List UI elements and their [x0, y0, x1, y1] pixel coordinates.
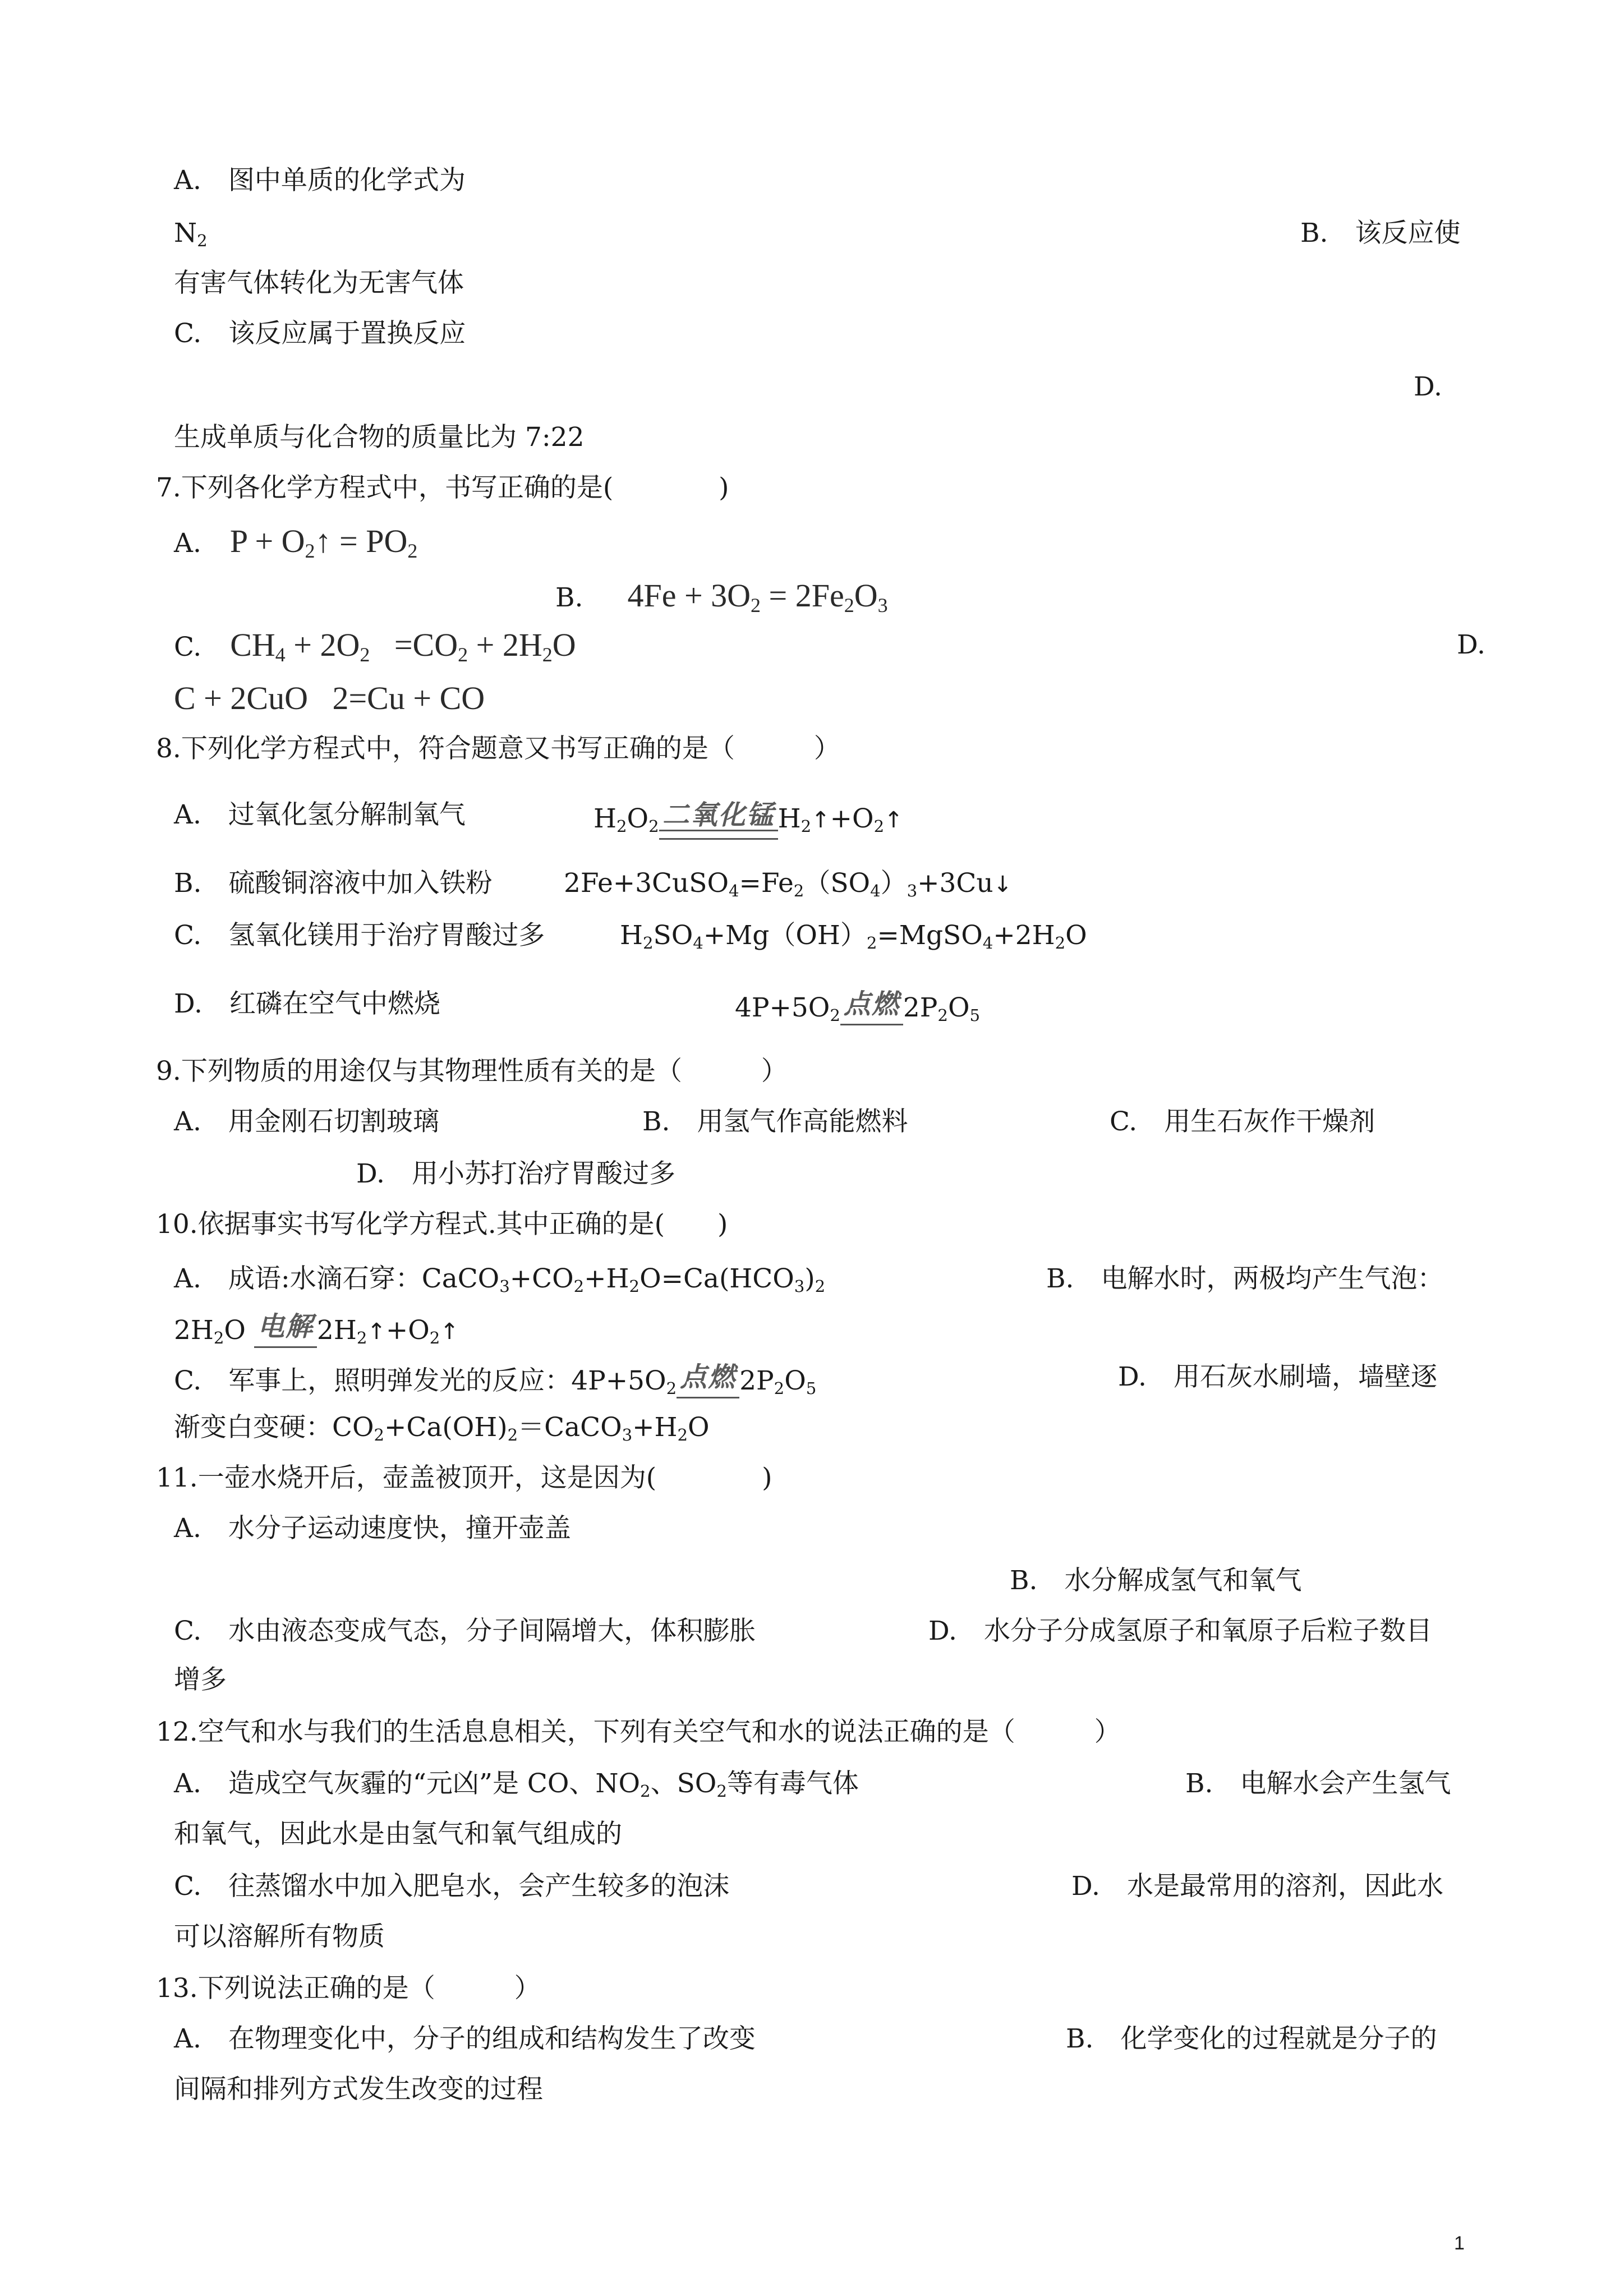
q11-option-b: B. 水分解成氢气和氧气	[1010, 1565, 1302, 1596]
q9-option-c: C. 用生石灰作干燥剂	[1110, 1106, 1375, 1137]
q7-equation-a: $P + O_2↑ = PO_2$	[229, 523, 418, 563]
q7-equation-b: $4Fe + 3O_2 = 2Fe_2O_3$	[627, 577, 888, 617]
q8-option-a: A. 过氧化氢分解制氧气	[174, 799, 466, 830]
q8-stem: 8.下列化学方程式中，符合题意又书写正确的是（ ）	[156, 733, 840, 764]
q6-option-b: B. 该反应使	[1300, 218, 1461, 249]
q9-stem: 9.下列物质的用途仅与其物理性质有关的是（ ）	[156, 1056, 788, 1087]
page-number: 1	[1454, 2233, 1465, 2254]
q10-option-b: B. 电解水时，两极均产生气泡：	[1046, 1263, 1444, 1294]
q13-option-b: B. 化学变化的过程就是分子的	[1066, 2023, 1437, 2054]
q13-option-a: A. 在物理变化中，分子的组成和结构发生了改变	[174, 2023, 756, 2054]
q8-equation-c: $H_2SO_4+Mg(OH)_2=MgSO_4+2H_2O$	[620, 920, 1087, 953]
q8-equation-d: $4P+5O_2$ 点燃 $2P_2O_5$	[735, 988, 981, 1025]
q10-electrolysis-label: 电解	[254, 1310, 317, 1343]
q7-option-d-label: D.	[1457, 629, 1485, 660]
q10-option-d: D. 用石灰水刷墙，墙壁逐	[1118, 1361, 1437, 1392]
q8-equation-a: $H_2O_2$ 二氧化锰 $H_2↑+O_2↑$	[594, 799, 903, 836]
q6-option-b-cont: 有害气体转化为无害气体	[174, 268, 464, 298]
q10-option-d-cont: 渐变白变硬：$CO_2+Ca(OH)_2=CaCO_3+H_2O$	[174, 1412, 710, 1445]
q8-equation-b: $2Fe+3CuSO_4=Fe_2(SO_4)_3+3Cu↓$	[564, 868, 1013, 901]
q10-option-b-equation: $2H_2O$ 电解 $2H_2↑+O_2↑$	[174, 1311, 459, 1348]
q12-stem: 12.空气和水与我们的生活息息相关，下列有关空气和水的说法正确的是（ ）	[156, 1717, 1121, 1747]
q12-option-c: C. 往蒸馏水中加入肥皂水，会产生较多的泡沫	[174, 1871, 730, 1902]
q7-option-a: A. $P + O_2↑ = PO_2$	[174, 523, 418, 563]
q8-condition-label: 点燃	[840, 987, 903, 1021]
q10-condition-label: 点燃	[677, 1360, 739, 1394]
q9-option-b: B. 用氢气作高能燃料	[642, 1106, 908, 1137]
q13-stem: 13.下列说法正确的是（ ）	[156, 1973, 541, 2004]
q12-option-d-cont: 可以溶解所有物质	[174, 1921, 385, 1952]
q11-option-d-cont: 增多	[174, 1664, 227, 1695]
q7-equation-c: $CH_4 + 2O_2 =CO_2 + 2H_2O$	[230, 627, 576, 666]
q11-option-a: A. 水分子运动速度快，撞开壶盖	[174, 1513, 571, 1544]
q10-stem: 10.依据事实书写化学方程式.其中正确的是( )	[156, 1209, 728, 1240]
q7-equation-d: C + 2CuO 2=Cu + CO	[174, 680, 485, 716]
q7-stem: 7.下列各化学方程式中，书写正确的是( )	[156, 472, 729, 503]
q10-option-a: A. 成语:水滴石穿：$CaCO_3+CO_2+H_2O=Ca(HCO_3)_2$	[174, 1263, 826, 1296]
q13-option-b-cont: 间隔和排列方式发生改变的过程	[174, 2074, 543, 2105]
q12-option-b: B. 电解水会产生氢气	[1185, 1768, 1451, 1799]
q12-option-d: D. 水是最常用的溶剂，因此水	[1071, 1871, 1443, 1902]
q10-option-c: C. 军事上，照明弹发光的反应：$4P+5O_2$ 点燃 $2P_2O_5$	[174, 1361, 817, 1398]
q11-option-c: C. 水由液态变成气态，分子间隔增大，体积膨胀	[174, 1616, 756, 1646]
q6-option-a: A. 图中单质的化学式为	[174, 165, 466, 196]
q12-option-a: A. 造成空气灰霾的“元凶”是 CO、$NO_2$、$SO_2$等有毒气体	[174, 1768, 859, 1801]
q8-option-c: C. 氢氧化镁用于治疗胃酸过多	[174, 920, 545, 951]
q11-option-d: D. 水分子分成氢原子和氧原子后粒子数目	[928, 1616, 1432, 1646]
q7-option-c: C. $CH_4 + 2O_2 =CO_2 + 2H_2O$	[174, 627, 576, 666]
q12-option-b-cont: 和氧气，因此水是由氢气和氧气组成的	[174, 1819, 622, 1849]
q11-stem: 11.一壶水烧开后，壶盖被顶开，这是因为( )	[156, 1462, 772, 1493]
q8-catalyst-label: 二氧化锰	[659, 798, 778, 832]
q6-option-a-formula: $N_2$	[174, 218, 208, 251]
q7-option-d	[174, 682, 485, 717]
q7-option-b: B. $4Fe + 3O_2 = 2Fe_2O_3$	[555, 577, 888, 617]
q6-option-d-label: D.	[1414, 371, 1442, 402]
q9-option-d: D. 用小苏打治疗胃酸过多	[356, 1158, 675, 1189]
q8-option-d: D. 红磷在空气中燃烧	[174, 988, 440, 1019]
q9-option-a: A. 用金刚石切割玻璃	[174, 1106, 439, 1137]
q8-option-b: B. 硫酸铜溶液中加入铁粉	[174, 868, 493, 899]
q6-option-d: 生成单质与化合物的质量比为 7:22	[174, 422, 585, 453]
q6-option-c: C. 该反应属于置换反应	[174, 318, 466, 349]
